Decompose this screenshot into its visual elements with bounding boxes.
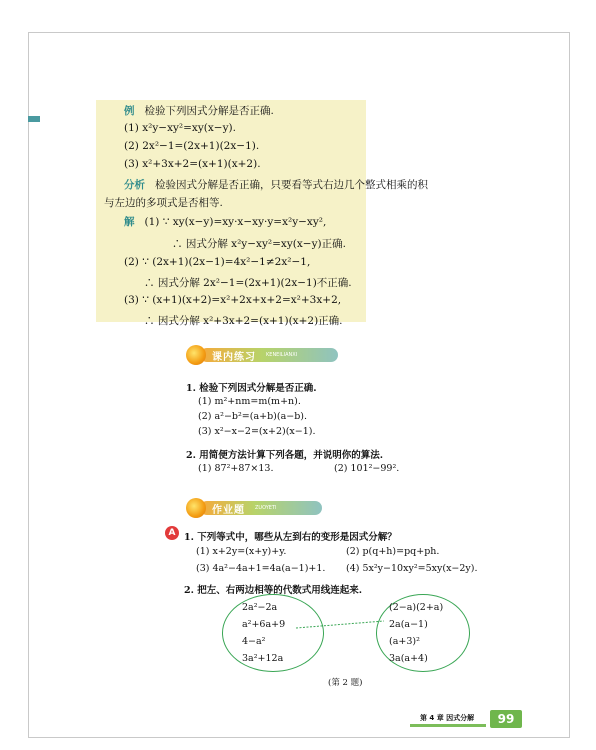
level-a-badge: A (165, 526, 179, 540)
practice-pinyin: KENEILIANXI (266, 352, 298, 358)
chapter-label: 第 4 章 因式分解 (420, 714, 475, 722)
homework-q1-item-2: (2) p(q+h)=pq+ph. (346, 546, 440, 557)
analysis-label: 分析 (124, 179, 145, 191)
practice-q1-item-1: (1) m²+nm=m(m+n). (198, 396, 301, 407)
sun-icon (186, 498, 206, 518)
practice-q1-item-2: (2) a²−b²=(a+b)(a−b). (198, 411, 308, 422)
solution-step-6: ∴ 因式分解 x²+3x+2=(x+1)(x+2)正确. (144, 315, 343, 327)
homework-q1: 1. 下列等式中，哪些从左到右的变形是因式分解？ (184, 532, 397, 543)
footer-rule (410, 724, 486, 727)
match-line (296, 621, 384, 628)
homework-q1-item-4: (4) 5x²y−10xy²=5xy(x−2y). (346, 563, 478, 574)
practice-q1-item-3: (3) x²−x−2=(x+2)(x−1). (198, 426, 316, 437)
solution-step-4: ∴ 因式分解 2x²−1=(2x+1)(2x−1)不正确. (144, 277, 352, 289)
homework-pinyin: ZUOYETI (255, 505, 277, 511)
sun-icon (186, 345, 206, 365)
homework-q1-item-1: (1) x+2y=(x+y)+y. (196, 546, 287, 557)
example-prompt: 检验下列因式分解是否正确. (144, 105, 274, 117)
left-expr-3: 4−a² (242, 636, 266, 647)
right-expr-4: 3a(a+4) (389, 653, 428, 664)
homework-title: 作业题 (212, 504, 245, 516)
solution-step-5: (3) ∵ (x+1)(x+2)=x²+2x+x+2=x²+3x+2, (124, 294, 342, 306)
homework-q2: 2. 把左、右两边相等的代数式用线连起来. (184, 585, 363, 596)
solution-step-1: (1) ∵ xy(x−y)=xy·x−xy·y=x²y−xy², (144, 216, 327, 228)
solution-step-2: ∴ 因式分解 x²y−xy²=xy(x−y)正确. (172, 238, 346, 250)
practice-q2-item-2: (2) 101²−99². (334, 463, 400, 474)
analysis-line-2: 与左边的多项式是否相等. (104, 197, 223, 209)
figure-caption: (第 2 题) (328, 678, 363, 688)
practice-q2-item-1: (1) 87²+87×13. (198, 463, 274, 474)
right-expr-1: (2−a)(2+a) (389, 602, 444, 613)
practice-title: 课内练习 (212, 351, 256, 363)
example-item-1: (1) x²y−xy²=xy(x−y). (124, 122, 236, 134)
left-expr-1: 2a²−2a (242, 602, 278, 613)
practice-q2: 2. 用简便方法计算下列各题，并说明你的算法. (186, 450, 384, 461)
left-expr-4: 3a²+12a (242, 653, 284, 664)
right-expr-3: (a+3)² (389, 636, 420, 647)
example-label: 例 (124, 105, 135, 117)
page-number: 99 (490, 710, 522, 728)
solution-step-3: (2) ∵ (2x+1)(2x−1)=4x²−1≠2x²−1, (124, 256, 311, 268)
analysis-text-1: 检验因式分解是否正确，只要看等式右边几个整式相乘的积 (155, 179, 429, 191)
solution-label: 解 (124, 216, 135, 228)
example-item-3: (3) x²+3x+2=(x+1)(x+2). (124, 158, 261, 170)
homework-q1-item-3: (3) 4a²−4a+1=4a(a−1)+1. (196, 563, 326, 574)
right-expr-2: 2a(a−1) (389, 619, 428, 630)
left-expr-2: a²+6a+9 (242, 619, 286, 630)
practice-q1: 1. 检验下列因式分解是否正确. (186, 383, 317, 394)
example-item-2: (2) 2x²−1=(2x+1)(2x−1). (124, 140, 260, 152)
page-footer (410, 710, 560, 730)
